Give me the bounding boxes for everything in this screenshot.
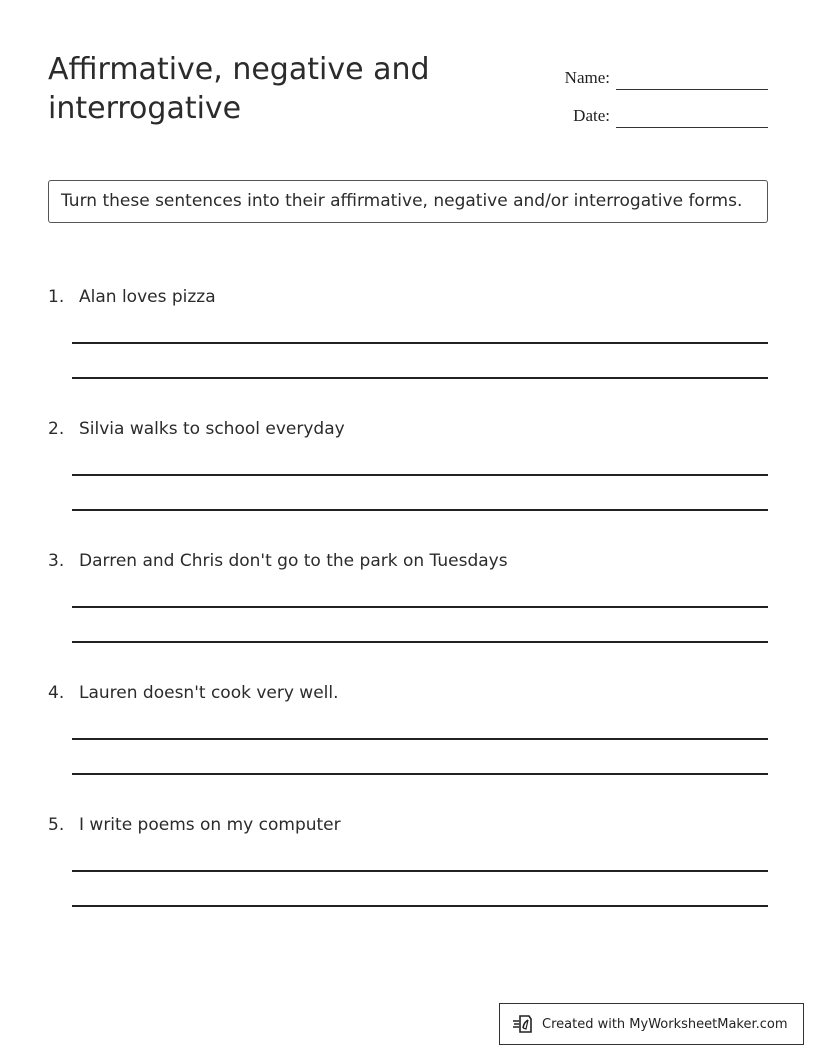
question-number: 2. <box>48 419 65 439</box>
question-item <box>48 416 768 548</box>
question-item <box>48 284 768 416</box>
name-row <box>548 52 768 90</box>
question-item <box>48 548 768 680</box>
date-label: Date: <box>573 106 610 125</box>
worksheet-maker-logo-icon <box>512 1013 534 1035</box>
question-item <box>48 812 768 944</box>
question-text: Alan loves pizza <box>79 287 216 307</box>
question-text: Lauren doesn't cook very well. <box>79 683 339 703</box>
answer-line[interactable] <box>72 377 768 379</box>
answer-line[interactable] <box>72 905 768 907</box>
answer-line[interactable] <box>72 606 768 608</box>
student-info <box>548 52 768 128</box>
name-blank-line[interactable] <box>616 65 768 90</box>
question-number: 5. <box>48 815 65 835</box>
date-row <box>548 90 768 128</box>
question-number: 1. <box>48 287 65 307</box>
answer-line[interactable] <box>72 641 768 643</box>
answer-line[interactable] <box>72 773 768 775</box>
worksheet-title: Affirmative, negative and interrogative <box>48 52 430 126</box>
answer-line[interactable] <box>72 509 768 511</box>
answer-line[interactable] <box>72 738 768 740</box>
question-number: 3. <box>48 551 65 571</box>
footer-credit-text: Created with MyWorksheetMaker.com <box>542 1016 788 1032</box>
question-item <box>48 680 768 812</box>
question-number: 4. <box>48 683 65 703</box>
date-blank-line[interactable] <box>616 103 768 128</box>
question-list <box>48 284 768 944</box>
footer-credit-badge[interactable] <box>499 1003 804 1045</box>
question-text: I write poems on my computer <box>79 815 341 835</box>
answer-line[interactable] <box>72 342 768 344</box>
answer-line[interactable] <box>72 474 768 476</box>
answer-line[interactable] <box>72 870 768 872</box>
name-label: Name: <box>564 68 610 87</box>
question-text: Silvia walks to school everyday <box>79 419 345 439</box>
instructions-box: Turn these sentences into their affirmative, negative and/or interrogative forms. <box>48 180 768 223</box>
question-text: Darren and Chris don't go to the park on Tuesdays <box>79 551 508 571</box>
